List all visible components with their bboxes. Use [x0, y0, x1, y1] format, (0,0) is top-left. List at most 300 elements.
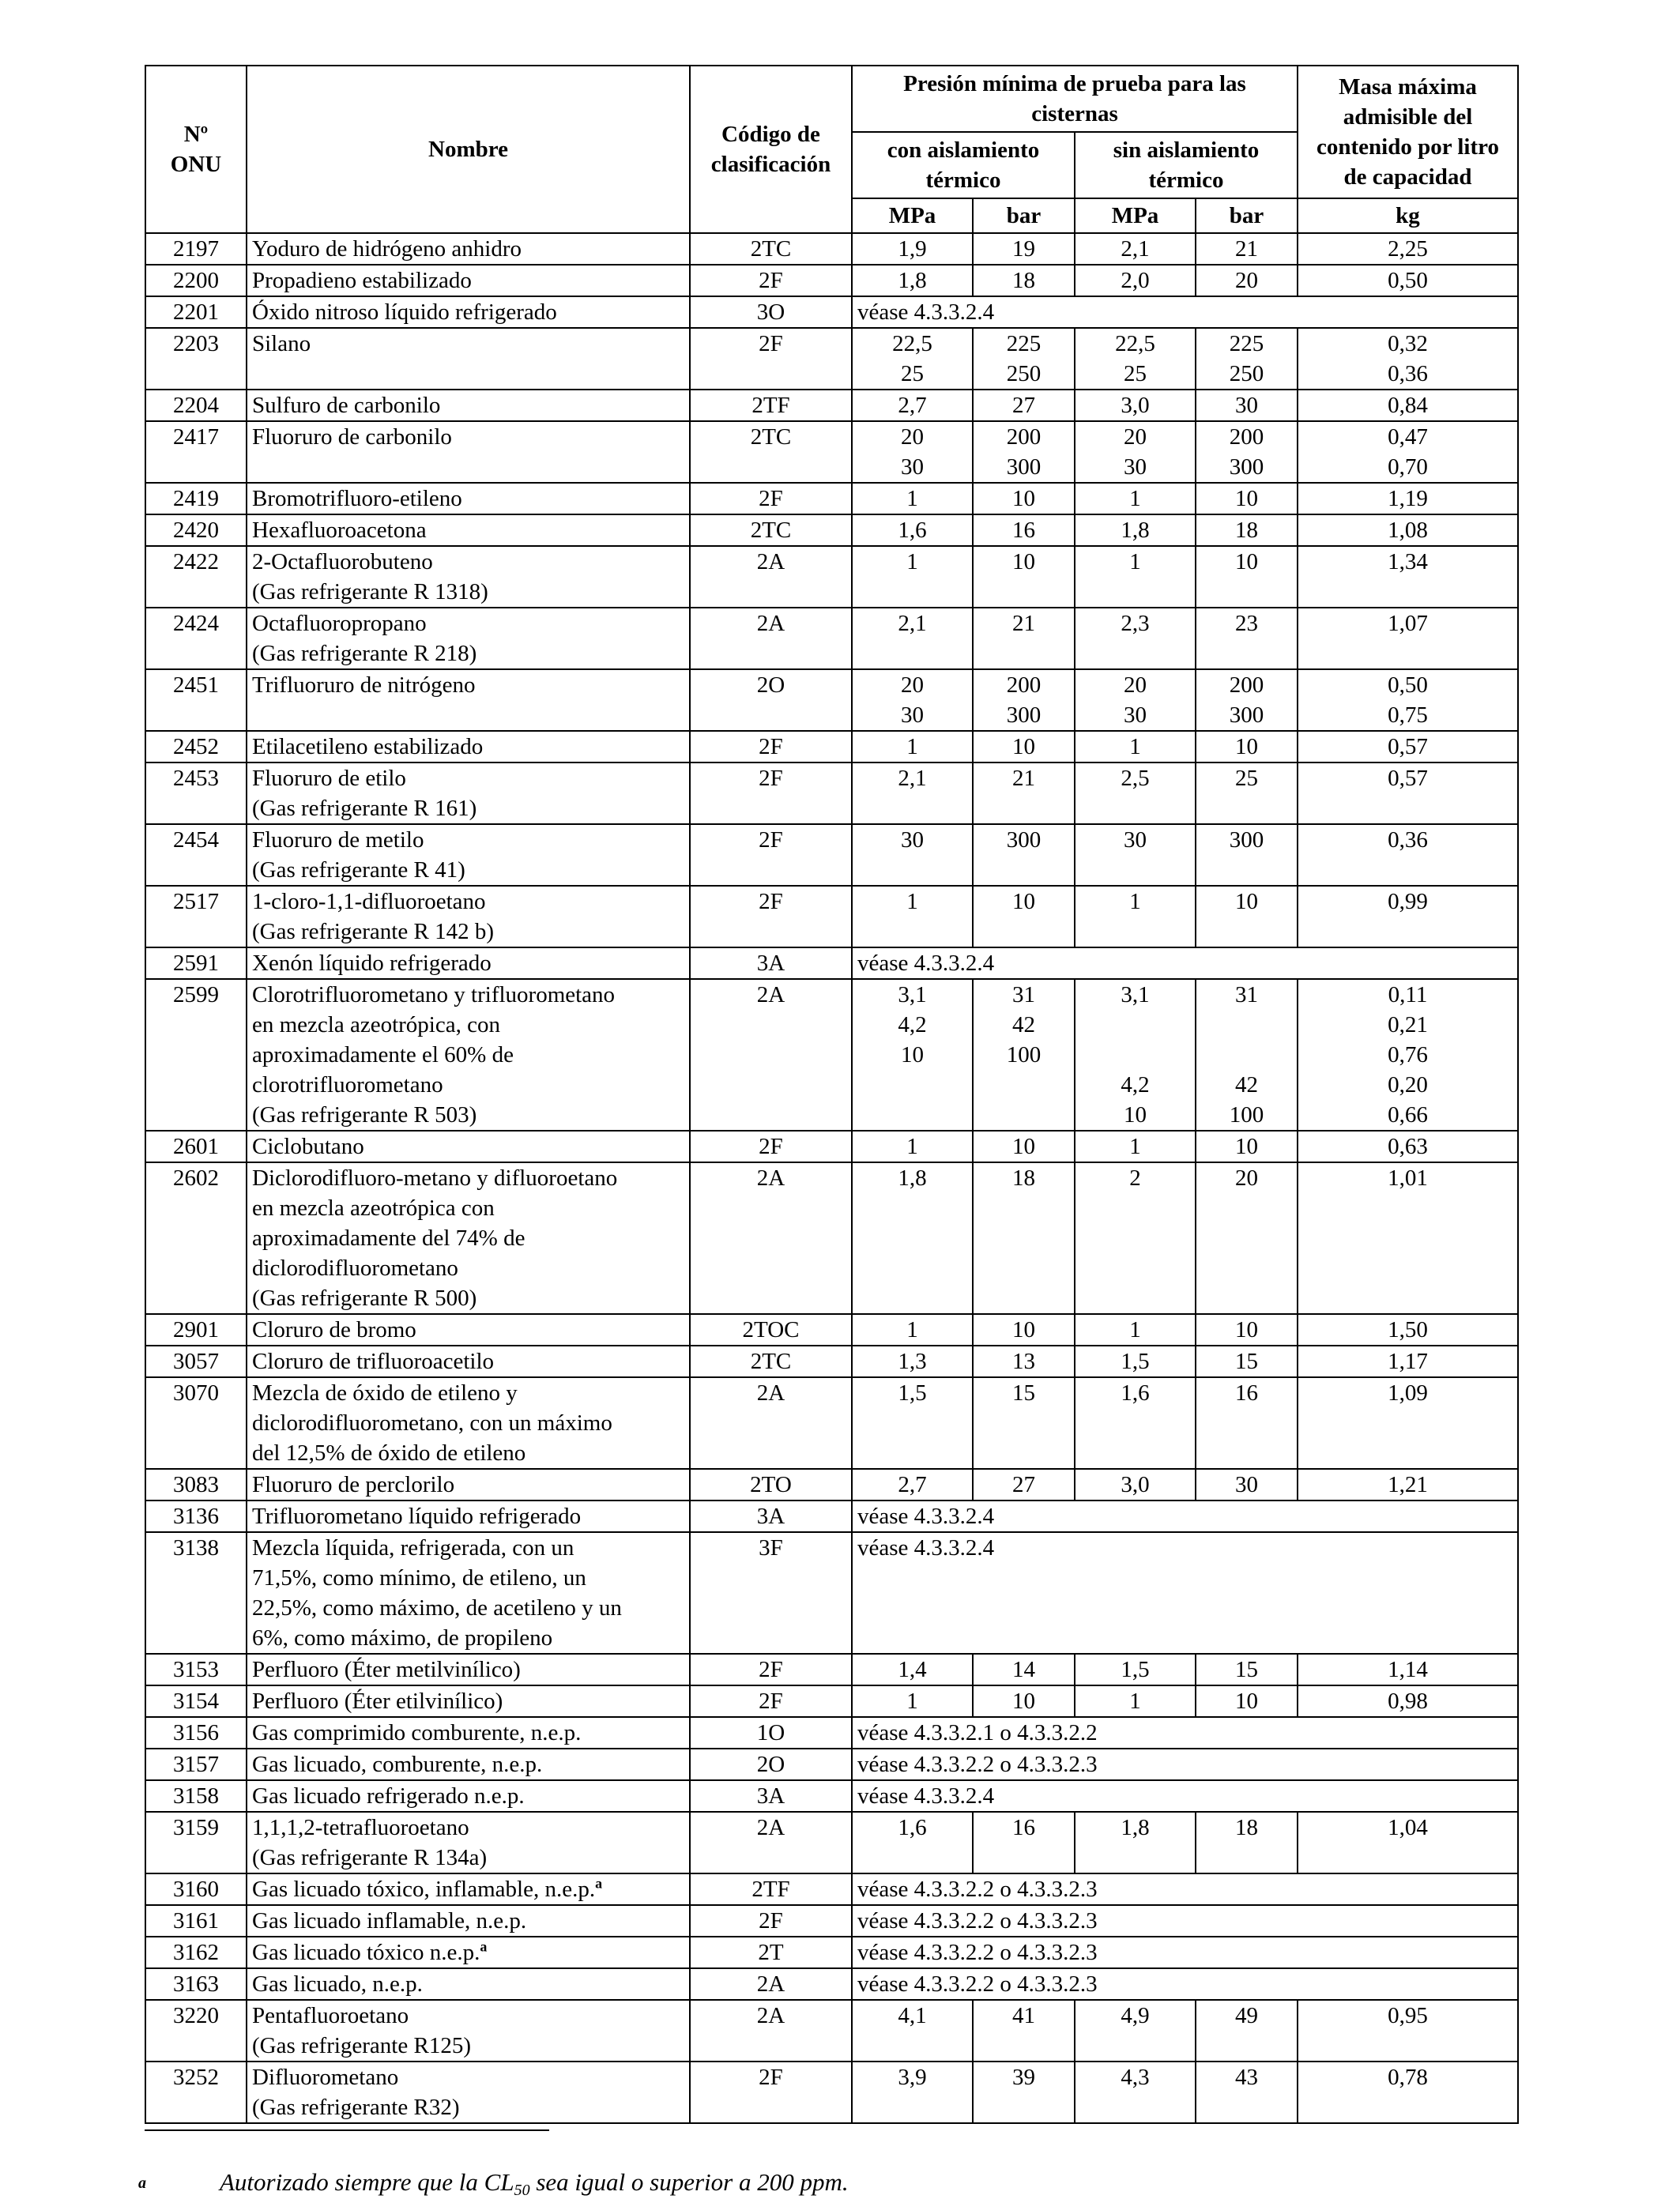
- cell-sin-mpa: 4,9: [1075, 2000, 1196, 2062]
- cell-nombre-text: Hexafluoroacetona: [252, 518, 427, 543]
- table-row: [145, 1377, 1518, 1469]
- cell-sin-bar: 18: [1196, 514, 1298, 546]
- cell-con-bar: 10: [973, 731, 1075, 762]
- table-row: [145, 514, 1518, 546]
- table-row: [145, 1780, 1518, 1812]
- cell-nombre-text: Fluoruro de etilo (Gas refrigerante R 161): [252, 766, 477, 821]
- cell-con-bar: 13: [973, 1346, 1075, 1377]
- table-row: [145, 1501, 1518, 1532]
- cell-reference: véase 4.3.3.2.2 o 4.3.3.2.3: [852, 1968, 1518, 2000]
- table-row: [145, 483, 1518, 514]
- cell-sin-bar: 300: [1196, 824, 1298, 886]
- cell-codigo: 2O: [690, 1749, 852, 1780]
- table-row: [145, 233, 1518, 265]
- cell-sin-mpa: 1: [1075, 1314, 1196, 1346]
- cell-sin-bar: 10: [1196, 546, 1298, 608]
- cell-nombre: [247, 1937, 690, 1968]
- cell-nombre: [247, 1812, 690, 1873]
- cell-sin-bar: 30: [1196, 1469, 1298, 1501]
- table-row: [145, 390, 1518, 421]
- cell-nombre: [247, 824, 690, 886]
- cell-nombre-text: Octafluoropropano (Gas refrigerante R 218): [252, 611, 477, 666]
- header-masa: Masa máxima admisible del contenido por litro de capacidad: [1298, 66, 1518, 198]
- cell-sin-mpa: 2: [1075, 1162, 1196, 1314]
- cell-codigo: 2F: [690, 1685, 852, 1717]
- cell-reference: véase 4.3.3.2.2 o 4.3.3.2.3: [852, 1905, 1518, 1937]
- cell-onu: 2602: [145, 1162, 247, 1314]
- cell-kg: 1,17: [1298, 1346, 1518, 1377]
- cell-con-mpa: 1,8: [852, 265, 973, 296]
- table-row: [145, 1717, 1518, 1749]
- cell-nombre-text: Sulfuro de carbonilo: [252, 393, 441, 418]
- cell-sin-bar: 10: [1196, 886, 1298, 947]
- cell-onu: 3136: [145, 1501, 247, 1532]
- cell-nombre-text: Pentafluoroetano (Gas refrigerante R125): [252, 2003, 471, 2058]
- table-row: [145, 546, 1518, 608]
- cell-con-bar: 10: [973, 1131, 1075, 1162]
- table-row: [145, 886, 1518, 947]
- cell-sin-mpa: 3,0: [1075, 1469, 1196, 1501]
- gas-table: [145, 65, 1519, 2124]
- cell-sin-mpa: 2,1: [1075, 233, 1196, 265]
- cell-sin-bar: 10: [1196, 483, 1298, 514]
- cell-con-mpa: 3,9: [852, 2062, 973, 2123]
- cell-con-mpa: 2,1: [852, 608, 973, 669]
- footnote-text-after: sea igual o superior a 200 ppm.: [529, 2168, 849, 2196]
- cell-nombre-text: Gas licuado inflamable, n.e.p.: [252, 1908, 527, 1934]
- cell-kg: 0,57: [1298, 762, 1518, 824]
- cell-con-mpa: 1: [852, 483, 973, 514]
- table-row: [145, 265, 1518, 296]
- cell-con-bar: 10: [973, 886, 1075, 947]
- header-kg: kg: [1298, 198, 1518, 233]
- cell-sin-mpa: 1: [1075, 483, 1196, 514]
- cell-con-bar: 10: [973, 546, 1075, 608]
- cell-sin-mpa: 30: [1075, 824, 1196, 886]
- cell-kg: 1,14: [1298, 1654, 1518, 1685]
- cell-nombre: [247, 1873, 690, 1905]
- cell-sin-bar: 18: [1196, 1812, 1298, 1873]
- cell-codigo: 2F: [690, 1905, 852, 1937]
- cell-codigo: 2TOC: [690, 1314, 852, 1346]
- cell-nombre: [247, 514, 690, 546]
- cell-con-mpa: 1,4: [852, 1654, 973, 1685]
- cell-con-bar: 10: [973, 1314, 1075, 1346]
- cell-sin-bar: 25: [1196, 762, 1298, 824]
- cell-nombre: [247, 1685, 690, 1717]
- cell-sin-mpa: 2,3: [1075, 608, 1196, 669]
- cell-con-mpa: 30: [852, 824, 973, 886]
- cell-onu: 3252: [145, 2062, 247, 2123]
- cell-codigo: 2F: [690, 483, 852, 514]
- table-row: [145, 1314, 1518, 1346]
- cell-nombre-text: Bromotrifluoro-etileno: [252, 486, 462, 511]
- table-row: [145, 328, 1518, 390]
- cell-con-bar: 10: [973, 483, 1075, 514]
- cell-con-mpa: 2,7: [852, 390, 973, 421]
- cell-sin-bar: 10: [1196, 731, 1298, 762]
- cell-onu: 3158: [145, 1780, 247, 1812]
- cell-sin-bar: 31 42 100: [1196, 979, 1298, 1131]
- cell-nombre: [247, 1346, 690, 1377]
- cell-nombre-text: Gas licuado tóxico n.e.p.: [252, 1940, 480, 1965]
- cell-codigo: 2A: [690, 1812, 852, 1873]
- cell-con-bar: 225 250: [973, 328, 1075, 390]
- cell-nombre-text: Etilacetileno estabilizado: [252, 734, 484, 759]
- table-row: [145, 608, 1518, 669]
- cell-onu: 2419: [145, 483, 247, 514]
- header-sin-mpa: MPa: [1075, 198, 1196, 233]
- cell-con-mpa: 1,8: [852, 1162, 973, 1314]
- cell-nombre: [247, 1780, 690, 1812]
- cell-nombre-text: Gas licuado, n.e.p.: [252, 1971, 423, 1997]
- cell-nombre-text: Óxido nitroso líquido refrigerado: [252, 299, 557, 325]
- cell-nombre-text: Mezcla de óxido de etileno y diclorodifluorometano, con un máximo del 12,5% de óxido de etileno: [252, 1380, 612, 1466]
- table-row: [145, 1654, 1518, 1685]
- table-row: [145, 1873, 1518, 1905]
- cell-kg: 1,21: [1298, 1469, 1518, 1501]
- footnote-text: [220, 2168, 849, 2197]
- cell-nombre: [247, 2000, 690, 2062]
- cell-kg: 1,34: [1298, 546, 1518, 608]
- cell-nombre: [247, 1501, 690, 1532]
- cell-kg: 0,47 0,70: [1298, 421, 1518, 483]
- cell-sin-bar: 10: [1196, 1314, 1298, 1346]
- cell-nombre-text: Trifluoruro de nitrógeno: [252, 672, 476, 698]
- header-codigo: Código de clasificación: [690, 66, 852, 233]
- cell-nombre-text: Cloruro de bromo: [252, 1317, 416, 1342]
- cell-reference: véase 4.3.3.2.2 o 4.3.3.2.3: [852, 1937, 1518, 1968]
- cell-kg: 0,95: [1298, 2000, 1518, 2062]
- cell-nombre-text: 1,1,1,2-tetrafluoroetano (Gas refrigerante R 134a): [252, 1815, 488, 1870]
- cell-con-mpa: 2,1: [852, 762, 973, 824]
- header-onu: Nº ONU: [145, 66, 247, 233]
- cell-sin-mpa: 2,5: [1075, 762, 1196, 824]
- cell-con-mpa: 3,1 4,2 10: [852, 979, 973, 1131]
- cell-con-mpa: 20 30: [852, 669, 973, 731]
- cell-codigo: 3O: [690, 296, 852, 328]
- table-row: [145, 731, 1518, 762]
- cell-nombre: [247, 1469, 690, 1501]
- cell-nombre: [247, 1532, 690, 1654]
- cell-con-mpa: 4,1: [852, 2000, 973, 2062]
- cell-nombre-text: Clorotrifluorometano y trifluorometano en mezcla azeotrópica, con aproximadamente el 60% de clorotrifluorometano (Gas refrigerante R 503): [252, 982, 616, 1128]
- cell-con-mpa: 1: [852, 1314, 973, 1346]
- cell-nombre-text: Ciclobutano: [252, 1134, 364, 1159]
- table-row: [145, 1937, 1518, 1968]
- cell-sin-mpa: 20 30: [1075, 669, 1196, 731]
- cell-reference: véase 4.3.3.2.2 o 4.3.3.2.3: [852, 1873, 1518, 1905]
- cell-codigo: 2F: [690, 731, 852, 762]
- cell-onu: 3156: [145, 1717, 247, 1749]
- cell-onu: 2200: [145, 265, 247, 296]
- cell-nombre-text: Perfluoro (Éter etilvinílico): [252, 1689, 503, 1714]
- cell-kg: 0,32 0,36: [1298, 328, 1518, 390]
- table-row: [145, 1346, 1518, 1377]
- cell-codigo: 2TC: [690, 1346, 852, 1377]
- cell-sin-mpa: 22,5 25: [1075, 328, 1196, 390]
- table-row: [145, 1131, 1518, 1162]
- cell-con-bar: 14: [973, 1654, 1075, 1685]
- cell-codigo: 3A: [690, 947, 852, 979]
- cell-kg: 0,57: [1298, 731, 1518, 762]
- cell-onu: 3154: [145, 1685, 247, 1717]
- table-row: [145, 2000, 1518, 2062]
- cell-onu: 3070: [145, 1377, 247, 1469]
- cell-con-mpa: 1,9: [852, 233, 973, 265]
- cell-onu: 2203: [145, 328, 247, 390]
- cell-nombre: [247, 886, 690, 947]
- cell-codigo: 2TF: [690, 390, 852, 421]
- cell-onu: 2420: [145, 514, 247, 546]
- cell-kg: 0,98: [1298, 1685, 1518, 1717]
- table-row: [145, 1812, 1518, 1873]
- cell-nombre: [247, 1131, 690, 1162]
- cell-reference: véase 4.3.3.2.4: [852, 1501, 1518, 1532]
- cell-onu: 3057: [145, 1346, 247, 1377]
- cell-kg: 0,99: [1298, 886, 1518, 947]
- cell-sin-bar: 23: [1196, 608, 1298, 669]
- cell-nombre: [247, 2062, 690, 2123]
- cell-codigo: 2F: [690, 824, 852, 886]
- cell-kg: 0,36: [1298, 824, 1518, 886]
- cell-codigo: 3F: [690, 1532, 852, 1654]
- cell-con-bar: 41: [973, 2000, 1075, 2062]
- cell-nombre-text: Cloruro de trifluoroacetilo: [252, 1349, 495, 1374]
- cell-sin-bar: 43: [1196, 2062, 1298, 2123]
- cell-sin-bar: 21: [1196, 233, 1298, 265]
- footnote-text-before: Autorizado siempre que la CL: [220, 2168, 514, 2196]
- cell-sin-mpa: 1: [1075, 886, 1196, 947]
- cell-con-mpa: 1: [852, 1131, 973, 1162]
- table-row: [145, 2062, 1518, 2123]
- cell-codigo: 2F: [690, 886, 852, 947]
- cell-nombre-text: Difluorometano (Gas refrigerante R32): [252, 2065, 460, 2120]
- cell-nombre-text: Perfluoro (Éter metilvinílico): [252, 1657, 521, 1682]
- cell-con-bar: 27: [973, 1469, 1075, 1501]
- cell-nombre: [247, 233, 690, 265]
- table-row: [145, 1905, 1518, 1937]
- cell-codigo: 2A: [690, 1968, 852, 2000]
- cell-nombre-text: Xenón líquido refrigerado: [252, 951, 492, 976]
- cell-con-bar: 18: [973, 265, 1075, 296]
- cell-sin-bar: 10: [1196, 1131, 1298, 1162]
- cell-codigo: 2T: [690, 1937, 852, 1968]
- cell-codigo: 2F: [690, 1131, 852, 1162]
- cell-nombre-text: Gas comprimido comburente, n.e.p.: [252, 1720, 582, 1745]
- cell-nombre-text: Fluoruro de carbonilo: [252, 424, 452, 450]
- cell-sin-bar: 20: [1196, 1162, 1298, 1314]
- table-row: [145, 824, 1518, 886]
- cell-con-mpa: 1: [852, 886, 973, 947]
- cell-nombre-text: Gas licuado tóxico, inflamable, n.e.p.: [252, 1877, 596, 1902]
- cell-nombre: [247, 483, 690, 514]
- cell-sin-mpa: 1,5: [1075, 1654, 1196, 1685]
- cell-nombre: [247, 1749, 690, 1780]
- cell-con-mpa: 20 30: [852, 421, 973, 483]
- cell-nombre: [247, 669, 690, 731]
- cell-nombre-text: Gas licuado refrigerado n.e.p.: [252, 1783, 525, 1809]
- cell-codigo: 3A: [690, 1780, 852, 1812]
- cell-onu: 2422: [145, 546, 247, 608]
- cell-nombre-text: 2-Octafluorobuteno (Gas refrigerante R 1318): [252, 549, 488, 604]
- cell-onu: 3153: [145, 1654, 247, 1685]
- cell-nombre: [247, 265, 690, 296]
- cell-sin-bar: 10: [1196, 1685, 1298, 1717]
- cell-reference: véase 4.3.3.2.4: [852, 1532, 1518, 1654]
- cell-sin-mpa: 1,5: [1075, 1346, 1196, 1377]
- cell-con-mpa: 22,5 25: [852, 328, 973, 390]
- header-presion: Presión mínima de prueba para las cisternas: [852, 66, 1298, 132]
- table-row: [145, 421, 1518, 483]
- cell-kg: 0,11 0,21 0,76 0,20 0,66: [1298, 979, 1518, 1131]
- cell-onu: 3160: [145, 1873, 247, 1905]
- cell-nombre-text: Yoduro de hidrógeno anhidro: [252, 236, 522, 262]
- cell-onu: 3159: [145, 1812, 247, 1873]
- cell-sin-mpa: 3,0: [1075, 390, 1196, 421]
- cell-codigo: 2F: [690, 2062, 852, 2123]
- cell-codigo: 2F: [690, 762, 852, 824]
- cell-con-mpa: 1,6: [852, 1812, 973, 1873]
- cell-kg: 1,50: [1298, 1314, 1518, 1346]
- cell-onu: 3161: [145, 1905, 247, 1937]
- cell-reference: véase 4.3.3.2.4: [852, 296, 1518, 328]
- cell-con-bar: 19: [973, 233, 1075, 265]
- cell-onu: 2454: [145, 824, 247, 886]
- cell-nombre: [247, 1162, 690, 1314]
- cell-nombre: [247, 1654, 690, 1685]
- cell-codigo: 3A: [690, 1501, 852, 1532]
- cell-nombre-text: Gas licuado, comburente, n.e.p.: [252, 1752, 543, 1777]
- cell-con-mpa: 1: [852, 731, 973, 762]
- cell-codigo: 1O: [690, 1717, 852, 1749]
- cell-codigo: 2F: [690, 265, 852, 296]
- cell-con-bar: 27: [973, 390, 1075, 421]
- cell-codigo: 2TC: [690, 421, 852, 483]
- cell-sin-mpa: 1,8: [1075, 1812, 1196, 1873]
- cell-kg: 0,78: [1298, 2062, 1518, 2123]
- cell-onu: 3083: [145, 1469, 247, 1501]
- cell-onu: 3220: [145, 2000, 247, 2062]
- cell-nombre: [247, 731, 690, 762]
- cell-con-bar: 16: [973, 514, 1075, 546]
- cell-onu: 3162: [145, 1937, 247, 1968]
- cell-con-bar: 18: [973, 1162, 1075, 1314]
- cell-nombre: [247, 1968, 690, 2000]
- cell-sin-mpa: 3,1 4,2 10: [1075, 979, 1196, 1131]
- cell-onu: 2591: [145, 947, 247, 979]
- cell-con-bar: 10: [973, 1685, 1075, 1717]
- cell-codigo: 2A: [690, 2000, 852, 2062]
- footnote-ref: a: [595, 1875, 603, 1892]
- cell-onu: 2452: [145, 731, 247, 762]
- cell-onu: 2424: [145, 608, 247, 669]
- cell-nombre: [247, 979, 690, 1131]
- cell-nombre-text: Trifluorometano líquido refrigerado: [252, 1504, 582, 1529]
- cell-con-mpa: 1,6: [852, 514, 973, 546]
- table-row: [145, 296, 1518, 328]
- cell-nombre: [247, 296, 690, 328]
- cell-con-bar: 15: [973, 1377, 1075, 1469]
- cell-codigo: 2O: [690, 669, 852, 731]
- cell-con-bar: 300: [973, 824, 1075, 886]
- cell-kg: 1,04: [1298, 1812, 1518, 1873]
- cell-onu: 2417: [145, 421, 247, 483]
- footnote-subscript: 50: [514, 2182, 530, 2199]
- cell-kg: 0,50 0,75: [1298, 669, 1518, 731]
- cell-kg: 2,25: [1298, 233, 1518, 265]
- cell-codigo: 2A: [690, 1377, 852, 1469]
- cell-sin-mpa: 20 30: [1075, 421, 1196, 483]
- cell-onu: 2201: [145, 296, 247, 328]
- cell-sin-mpa: 1: [1075, 1685, 1196, 1717]
- cell-nombre: [247, 1377, 690, 1469]
- cell-codigo: 2TO: [690, 1469, 852, 1501]
- cell-codigo: 2A: [690, 1162, 852, 1314]
- cell-onu: 2601: [145, 1131, 247, 1162]
- cell-con-bar: 21: [973, 762, 1075, 824]
- cell-codigo: 2F: [690, 328, 852, 390]
- cell-nombre: [247, 1905, 690, 1937]
- cell-nombre-text: Silano: [252, 331, 311, 356]
- cell-nombre: [247, 1314, 690, 1346]
- cell-con-mpa: 1,3: [852, 1346, 973, 1377]
- cell-sin-mpa: 2,0: [1075, 265, 1196, 296]
- table-row: [145, 1162, 1518, 1314]
- cell-con-mpa: 1: [852, 546, 973, 608]
- cell-nombre: [247, 390, 690, 421]
- cell-sin-mpa: 1,6: [1075, 1377, 1196, 1469]
- cell-con-bar: 39: [973, 2062, 1075, 2123]
- table-row: [145, 947, 1518, 979]
- footnote-rule: [145, 2129, 549, 2131]
- header-sin-bar: bar: [1196, 198, 1298, 233]
- cell-sin-bar: 20: [1196, 265, 1298, 296]
- cell-reference: véase 4.3.3.2.2 o 4.3.3.2.3: [852, 1749, 1518, 1780]
- footnote-ref: a: [480, 1938, 488, 1955]
- cell-nombre: [247, 947, 690, 979]
- cell-sin-mpa: 1: [1075, 731, 1196, 762]
- cell-con-mpa: 1,5: [852, 1377, 973, 1469]
- table-row: [145, 1968, 1518, 2000]
- table-row: [145, 1532, 1518, 1654]
- cell-onu: 3163: [145, 1968, 247, 2000]
- header-con-aislamiento: con aislamiento térmico: [852, 132, 1075, 198]
- table-row: [145, 1749, 1518, 1780]
- cell-con-bar: 200 300: [973, 421, 1075, 483]
- cell-con-bar: 16: [973, 1812, 1075, 1873]
- cell-nombre: [247, 1717, 690, 1749]
- cell-sin-mpa: 4,3: [1075, 2062, 1196, 2123]
- cell-nombre-text: Fluoruro de metilo (Gas refrigerante R 41): [252, 827, 465, 883]
- cell-codigo: 2A: [690, 979, 852, 1131]
- cell-kg: 1,08: [1298, 514, 1518, 546]
- cell-reference: véase 4.3.3.2.1 o 4.3.3.2.2: [852, 1717, 1518, 1749]
- cell-onu: 2599: [145, 979, 247, 1131]
- cell-onu: 3138: [145, 1532, 247, 1654]
- table-row: [145, 979, 1518, 1131]
- cell-codigo: 2TC: [690, 514, 852, 546]
- cell-con-mpa: 1: [852, 1685, 973, 1717]
- header-nombre: Nombre: [247, 66, 690, 233]
- cell-con-mpa: 2,7: [852, 1469, 973, 1501]
- cell-codigo: 2F: [690, 1654, 852, 1685]
- cell-codigo: 2A: [690, 546, 852, 608]
- header-con-mpa: MPa: [852, 198, 973, 233]
- cell-onu: 3157: [145, 1749, 247, 1780]
- cell-codigo: 2TF: [690, 1873, 852, 1905]
- cell-reference: véase 4.3.3.2.4: [852, 947, 1518, 979]
